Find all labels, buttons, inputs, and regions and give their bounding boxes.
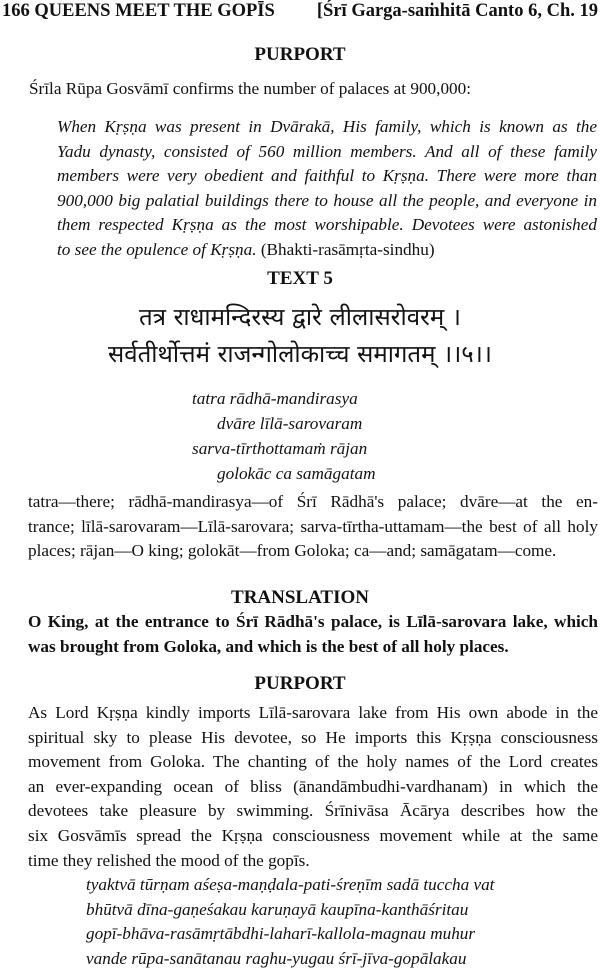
quoted-verse-line: tyaktvā tūrṇam aśeṣa-maṇḍala-pati-śreṇīm sadā tuccha vat [86,875,495,894]
transliteration [192,386,375,486]
synonyms-line: places; rājan—O king; golokāt—from Goloka; ca—and; samāgatam—come. [28,541,557,561]
sanskrit-line-2: सर्वतीर्थोत्तमं राजन्गोलोकाच्च समागतम् ।।५।। [108,340,492,368]
quoted-verse-line: bhūtvā dīna-gaṇeśakau karuṇayā kaupīna-kanthāśritau [86,899,469,919]
translation-heading: TRANSLATION [231,587,369,608]
transliteration-line: golokāc ca samāgatam [217,464,376,483]
quoted-verse-line: gopī-bhāva-rasāmṛtābdhi-laharī-kallola-magnau muhur [86,924,476,944]
quote-line: 900,000 big palatial buildings there to house all the people, and everyone in [57,190,597,210]
transliteration-line: sarva-tīrthottamaṁ rājan [192,439,368,458]
source-reference: [Śrī Garga-saṁhitā Canto 6, Ch. 19 [316,1,598,21]
text-number-heading: TEXT 5 [267,268,333,289]
synonyms-line: trance; līlā-sarovaram—Līlā-sarovara; sarva-tīrtha-uttamam—the best of all holy [28,516,598,536]
block-quote [57,115,597,263]
page-number-title: 166 QUEENS MEET THE GOPĪS [2,1,275,21]
word-for-word-synonyms [28,490,598,564]
translation-line: was brought from Goloka, and which is the best of all holy places. [28,636,509,656]
purport-line: devotees take pleasure by swimming. Śrīnivāsa Ācārya describes how the [28,801,598,821]
quoted-verse [86,873,494,971]
purport-heading: PURPORT [254,44,346,65]
quote-line: Yadu dynasty, consisted of 560 million members. And all of these family [57,141,597,161]
purport-line: spiritual sky to please His devotee, so He imports this Kṛṣṇa consciousness [28,727,598,747]
sanskrit-line-1: तत्र राधामन्दिरस्य द्वारे लीलासरोवरम् । [139,303,461,331]
quoted-verse-line: vande rūpa-sanātanau raghu-yugau śrī-jīva-gopālakau [86,948,467,968]
purport-line: As Lord Kṛṣṇa kindly imports Līlā-sarovara lake from His own abode in the [28,703,598,722]
quote-last-text: to see the opulence of Kṛṣṇa. [57,239,257,259]
quote-line [57,238,597,263]
purport-intro: Śrīla Rūpa Gosvāmī confirms the number of palaces at 900,000: [29,79,471,98]
translation-text [28,610,598,659]
quote-source: (Bhakti-rasāmṛta-sindhu) [260,239,435,259]
purport-heading-2: PURPORT [254,673,346,694]
quote-line: When Kṛṣṇa was present in Dvārakā, His family, which is known as the [57,117,597,136]
purport-line: time they relished the mood of the gopīs. [28,850,310,870]
purport-line: an ever-expanding ocean of bliss (ānandāmbudhi-vardhanam) in which the [28,776,598,796]
quote-line: them respected Kṛṣṇa as the most worshipable. Devotees were astonished [57,215,597,235]
transliteration-line: tatra rādhā-mandirasya [192,389,358,408]
synonyms-line: tatra—there; rādhā-mandirasya—of Śrī Rādhā's palace; dvāre—at the en- [28,492,598,511]
quote-line: members were very obedient and faithful to Kṛṣṇa. There were more than [57,166,597,186]
translation-line: O King, at the entrance to Śrī Rādhā's palace, is Līlā-sarovara lake, which [28,612,598,631]
purport-line: movement from Goloka. The chanting of the holy names of the Lord creates [28,752,598,772]
purport-line: six Gosvāmīs spread the Kṛṣṇa consciousness movement while at the same [28,825,598,845]
transliteration-line: dvāre līlā-sarovaram [217,414,363,433]
running-header [2,1,598,27]
purport-paragraph [28,701,598,873]
